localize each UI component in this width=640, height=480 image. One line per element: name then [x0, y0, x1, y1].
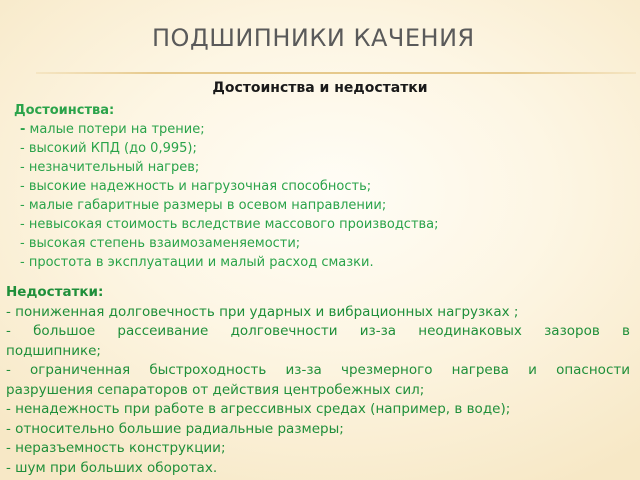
advantage-dash: -	[20, 122, 26, 137]
advantage-item: - высокие надежность и нагрузочная способность;	[20, 179, 372, 194]
advantages-heading: Достоинства:	[14, 103, 115, 118]
advantage-item: - простота в эксплуатации и малый расход смазки.	[20, 255, 374, 270]
disadvantage-item: - шум при больших оборотах.	[6, 459, 218, 476]
advantage-item: - высокий КПД (до 0,995);	[20, 141, 197, 156]
disadvantage-item: - большое рассеивание долговечности из-за неодинаковых зазоров в	[6, 323, 630, 339]
disadvantage-item-continuation: разрушения сепараторов от действия центробежных сил;	[6, 381, 425, 398]
advantage-text: малые потери на трение;	[25, 122, 205, 137]
disadvantage-item: - пониженная долговечность при ударных и вибрационных нагрузках ;	[6, 303, 519, 320]
advantage-item: - невысокая стоимость вследствие массового производства;	[20, 217, 439, 232]
disadvantages-heading: Недостатки:	[6, 284, 104, 300]
disadvantage-item: - неразъемность конструкции;	[6, 440, 226, 456]
disadvantage-item: - ненадежность при работе в агрессивных средах (например, в воде);	[6, 401, 511, 417]
advantage-item: - высокая степень взаимозаменяемости;	[20, 236, 301, 251]
advantage-item: - малые габаритные размеры в осевом направлении;	[20, 198, 387, 213]
title-divider	[36, 72, 636, 74]
disadvantage-item: - ограниченная быстроходность из-за чрезмерного нагрева и опасности	[6, 362, 630, 378]
page-title: ПОДШИПНИКИ КАЧЕНИЯ	[152, 24, 475, 52]
section-subtitle: Достоинства и недостатки	[212, 80, 428, 96]
disadvantage-item: - относительно большие радиальные размеры;	[6, 420, 344, 437]
disadvantages-block	[6, 283, 630, 478]
advantage-item	[14, 120, 634, 139]
advantages-block	[14, 101, 634, 272]
disadvantage-item-continuation: подшипнике;	[6, 342, 101, 359]
advantage-item: - незначительный нагрев;	[20, 160, 200, 175]
